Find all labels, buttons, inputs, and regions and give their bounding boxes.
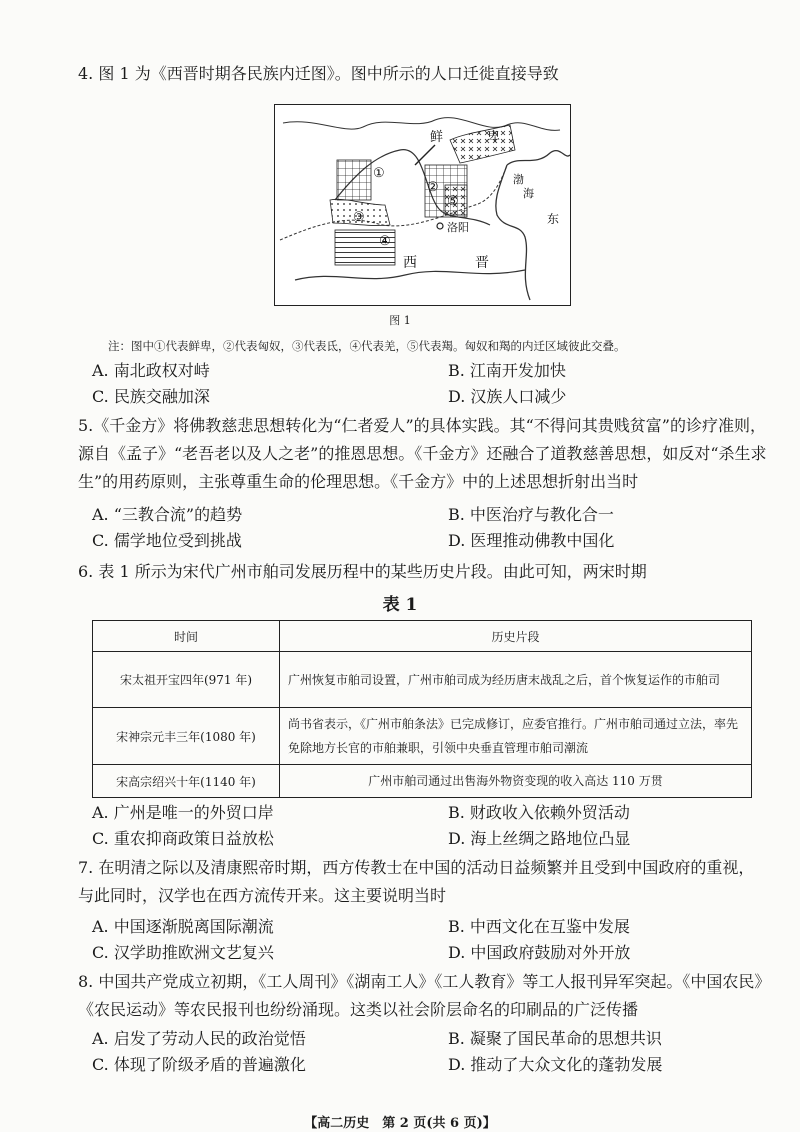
q6-option-b[interactable]: B. 财政收入依赖外贸活动: [448, 803, 630, 822]
table-row: [93, 652, 752, 708]
q4-option-c[interactable]: C. 民族交融加深: [92, 387, 210, 406]
q6-option-d[interactable]: D. 海上丝绸之路地位凸显: [448, 829, 631, 848]
history-table: [92, 620, 752, 798]
figure-caption: 图 1: [389, 314, 411, 327]
q4-option-a[interactable]: A. 南北政权对峙: [92, 361, 210, 380]
header-fragment: 历史片段: [280, 621, 752, 652]
q8-option-b[interactable]: B. 凝聚了国民革命的思想共识: [448, 1029, 662, 1048]
migration-arrow: [415, 145, 435, 165]
map-label-2: ②: [427, 180, 439, 195]
map-label-5: ⑤: [447, 194, 459, 209]
q5-option-d[interactable]: D. 医理推动佛教中国化: [448, 531, 615, 550]
q4-option-b[interactable]: B. 江南开发加快: [448, 361, 566, 380]
q5-option-a[interactable]: A. “三教合流”的趋势: [92, 505, 243, 524]
q6-stem: 6. 表 1 所示为宋代广州市舶司发展历程中的某些历史片段。由此可知，两宋时期: [78, 562, 647, 581]
row-fragment: 广州市舶司通过出售海外物资变现的收入高达 110 万贯: [280, 765, 752, 798]
map-label-jin: 晋: [475, 255, 489, 271]
map-label-east: 东: [547, 212, 560, 226]
q7-stem: 7. 在明清之际以及清康熙帝时期，西方传教士在中国的活动日益频繁并且受到中国政府的重视，与此同时，汉学也在西方流传开来。这主要说明当时: [78, 858, 755, 905]
header-time: 时间: [93, 621, 280, 652]
q8-option-a[interactable]: A. 启发了劳动人民的政治觉悟: [92, 1029, 306, 1048]
jin-border: [280, 165, 507, 240]
map-label-3: ③: [353, 210, 365, 225]
map-label-luoyang: 洛阳: [447, 221, 469, 234]
q4-option-d[interactable]: D. 汉族人口减少: [448, 387, 567, 406]
region-xianbei-east: [450, 125, 515, 163]
table-title: 表 1: [382, 595, 418, 615]
q5-option-c[interactable]: C. 儒学地位受到挑战: [92, 531, 242, 550]
map-label-bohai: 渤: [513, 173, 524, 186]
table-row: [93, 708, 752, 765]
row-fragment: 尚书省表示，《广州市舶条法》已完成修订，应委官推行。广州市舶司通过立法，率先免除地方长官的市舶兼职，引领中央垂直管理市舶司潮流: [280, 708, 752, 765]
map-label-4: ④: [379, 234, 391, 249]
map-label-1: ①: [373, 166, 385, 181]
q5-option-b[interactable]: B. 中医治疗与教化合一: [448, 505, 614, 524]
q8-stem: 8. 中国共产党成立初期，《工人周刊》《湖南工人》《工人教育》等工人报刊异军突起。《中国农民》《农民运动》等农民报刊也纷纷涌现。这类以社会阶层命名的印刷品的广泛传播: [78, 972, 763, 1019]
q6-option-c[interactable]: C. 重农抑商政策日益放松: [92, 829, 274, 848]
q7-option-d[interactable]: D. 中国政府鼓励对外开放: [448, 943, 631, 962]
map-label-xianbei-1: 鲜: [430, 130, 444, 145]
map-label-sea: 海: [523, 187, 534, 200]
map-note: 注：图中①代表鲜卑，②代表匈奴，③代表氐，④代表羌，⑤代表羯。匈奴和羯的内迁区域彼此交叠。: [108, 339, 626, 353]
row-time: 宋高宗绍兴十年(1140 年): [93, 765, 280, 798]
region-xianbei: [337, 160, 371, 200]
table-row: [93, 765, 752, 798]
q4-stem: 4. 图 1 为《西晋时期各民族内迁图》。图中所示的人口迁徙直接导致: [78, 64, 559, 83]
yangtze-river: [295, 270, 525, 280]
map-label-xianbei-2: 卑: [487, 130, 501, 145]
map-svg: [275, 105, 570, 305]
luoyang-marker: [437, 223, 443, 229]
map-label-xi: 西: [403, 255, 417, 271]
map-figure: [274, 104, 571, 306]
page-footer: 【高二历史 第 2 页(共 6 页)】: [304, 1116, 496, 1131]
q6-option-a[interactable]: A. 广州是唯一的外贸口岸: [92, 803, 274, 822]
row-time: 宋太祖开宝四年(971 年): [93, 652, 280, 708]
q8-option-d[interactable]: D. 推动了大众文化的蓬勃发展: [448, 1055, 663, 1074]
row-time: 宋神宗元丰三年(1080 年): [93, 708, 280, 765]
q5-stem: 5.《千金方》将佛教慈悲思想转化为“仁者爱人”的具体实践。其“不得问其贵贱贫富”的诊疗准则，源自《孟子》“老吾老以及人之老”的推恩思想。《千金方》还融合了道教慈善思想，如反对“杀生求生”的用药原则，主张尊重生命的伦理思想。《千金方》中的上述思想折射出当时: [78, 416, 767, 491]
q7-option-c[interactable]: C. 汉学助推欧洲文艺复兴: [92, 943, 274, 962]
q7-option-a[interactable]: A. 中国逐渐脱离国际潮流: [92, 917, 274, 936]
q7-option-b[interactable]: B. 中西文化在互鉴中发展: [448, 917, 630, 936]
row-fragment: 广州恢复市舶司设置，广州市舶司成为经历唐末战乱之后，首个恢复运作的市舶司: [280, 652, 752, 708]
border-line: [283, 118, 560, 131]
coastline-north: [507, 151, 570, 165]
table-header-row: [93, 621, 752, 652]
q8-option-c[interactable]: C. 体现了阶级矛盾的普遍激化: [92, 1055, 306, 1074]
